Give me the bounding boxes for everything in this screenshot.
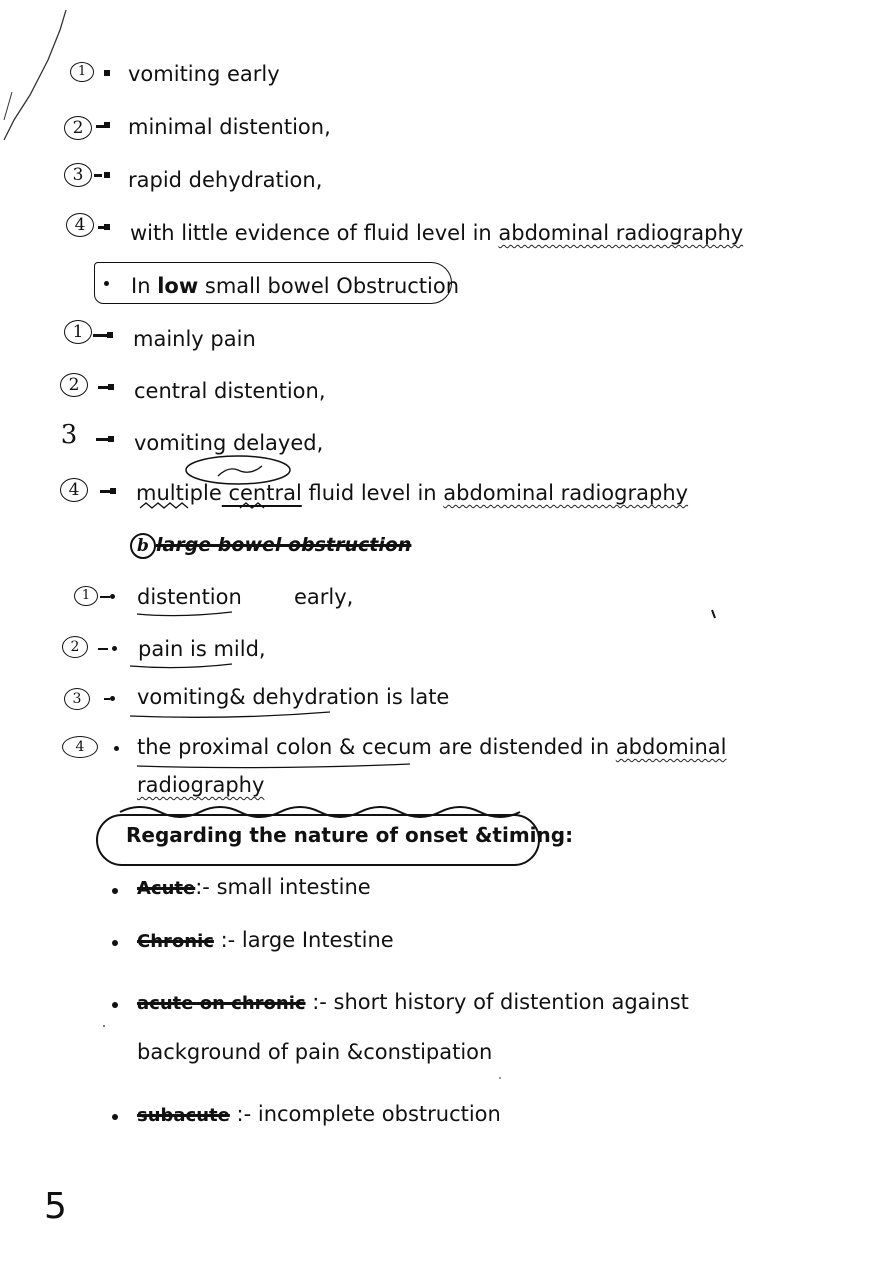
symptom-text: vomiting delayed, [134, 431, 324, 455]
text-part: are distended in [431, 735, 616, 759]
onset-heading: Regarding the nature of onset &timing: [126, 823, 574, 847]
text-part-underlined: abdominal [615, 735, 727, 759]
symptom-text-continued [137, 772, 264, 798]
bullet-square [110, 488, 116, 494]
onset-desc: :- large Intestine [213, 928, 394, 952]
onset-desc: :- short history of distention against [305, 990, 689, 1014]
heading-part-bold: low [157, 274, 199, 298]
onset-item-continued: background of pain &constipation [137, 1040, 493, 1064]
symptom-text: mainly pain [133, 327, 256, 351]
low-obstruction-heading [131, 273, 459, 299]
bullet-square [104, 172, 110, 178]
dash-mark [100, 490, 110, 493]
page-number: 5 [44, 1186, 67, 1227]
dash-mark [96, 125, 104, 128]
dash-mark [100, 596, 110, 598]
symptom-text: vomiting early [128, 62, 280, 86]
symptom-text [136, 480, 688, 506]
item-number-3: 3 [60, 420, 78, 450]
bullet-square [107, 332, 113, 338]
bullet-dot [112, 888, 118, 894]
text-part: multiple [136, 481, 222, 505]
item-number-3: 3 [64, 163, 92, 187]
text-part: the proximal colon & cecum [137, 735, 432, 759]
symptom-text [130, 220, 743, 246]
heading-part: In [131, 274, 158, 298]
bullet-dot [112, 1002, 118, 1008]
bullet-square [108, 384, 114, 390]
text-part-underlined: radiography [137, 773, 265, 797]
bullet-square [104, 70, 110, 76]
symptom-text: early, [294, 585, 354, 609]
onset-item [137, 927, 394, 955]
text-part-underlined: abdominal radiography [443, 481, 689, 505]
item-number-2: 2 [60, 373, 88, 397]
bullet-square [104, 224, 110, 230]
text-part: central [221, 481, 302, 505]
item-number-1: 1 [64, 320, 92, 344]
onset-term: subacute [137, 1105, 230, 1126]
symptom-text: minimal distention, [128, 115, 331, 139]
onset-desc: :- incomplete obstruction [229, 1102, 501, 1126]
symptom-text [137, 734, 727, 760]
item-number-1: 1 [74, 586, 98, 606]
item-number-1: 1 [70, 62, 94, 82]
onset-term: Acute [137, 878, 196, 899]
item-number-3: 3 [64, 688, 90, 710]
bullet-dot [110, 696, 115, 701]
onset-item [137, 874, 371, 902]
bullet-dot [114, 746, 119, 751]
item-number-4: 4 [60, 478, 88, 502]
onset-term: acute on chronic [137, 993, 306, 1014]
symptom-text: central distention, [134, 379, 326, 403]
onset-item [137, 1101, 501, 1129]
text-part: with little evidence of fluid level in [130, 221, 499, 245]
dash-mark [94, 174, 102, 177]
symptom-text: vomiting& dehydration is late [137, 685, 450, 709]
item-number-2: 2 [62, 636, 88, 658]
item-number-4: 4 [62, 736, 98, 758]
onset-item [137, 989, 689, 1017]
item-number-4: 4 [66, 213, 94, 237]
dash-mark [93, 334, 107, 337]
dash-mark [96, 438, 108, 441]
bullet-square [108, 436, 114, 442]
large-bowel-heading [156, 532, 411, 558]
dash-mark [98, 648, 108, 650]
heading-part: small bowel Obstruction [198, 274, 460, 298]
onset-desc: :- small intestine [195, 875, 371, 899]
bullet-dot [112, 1114, 118, 1120]
dash-mark [98, 386, 108, 389]
heading-struck-text: large bowel obstruction [156, 534, 412, 556]
onset-term: Chronic [137, 931, 214, 952]
bullet-dot [112, 646, 117, 651]
symptom-text: distention [137, 585, 242, 609]
bullet-dot [110, 594, 115, 599]
bullet-square [104, 122, 110, 128]
bullet-dot [112, 940, 118, 946]
symptom-text: rapid dehydration, [128, 168, 323, 192]
section-letter: b [130, 533, 156, 559]
symptom-text: pain is mild, [138, 637, 266, 661]
bullet-dot [104, 281, 109, 286]
item-number-2: 2 [64, 116, 92, 140]
text-part-underlined: abdominal radiography [498, 221, 744, 245]
text-part: fluid level in [301, 481, 444, 505]
